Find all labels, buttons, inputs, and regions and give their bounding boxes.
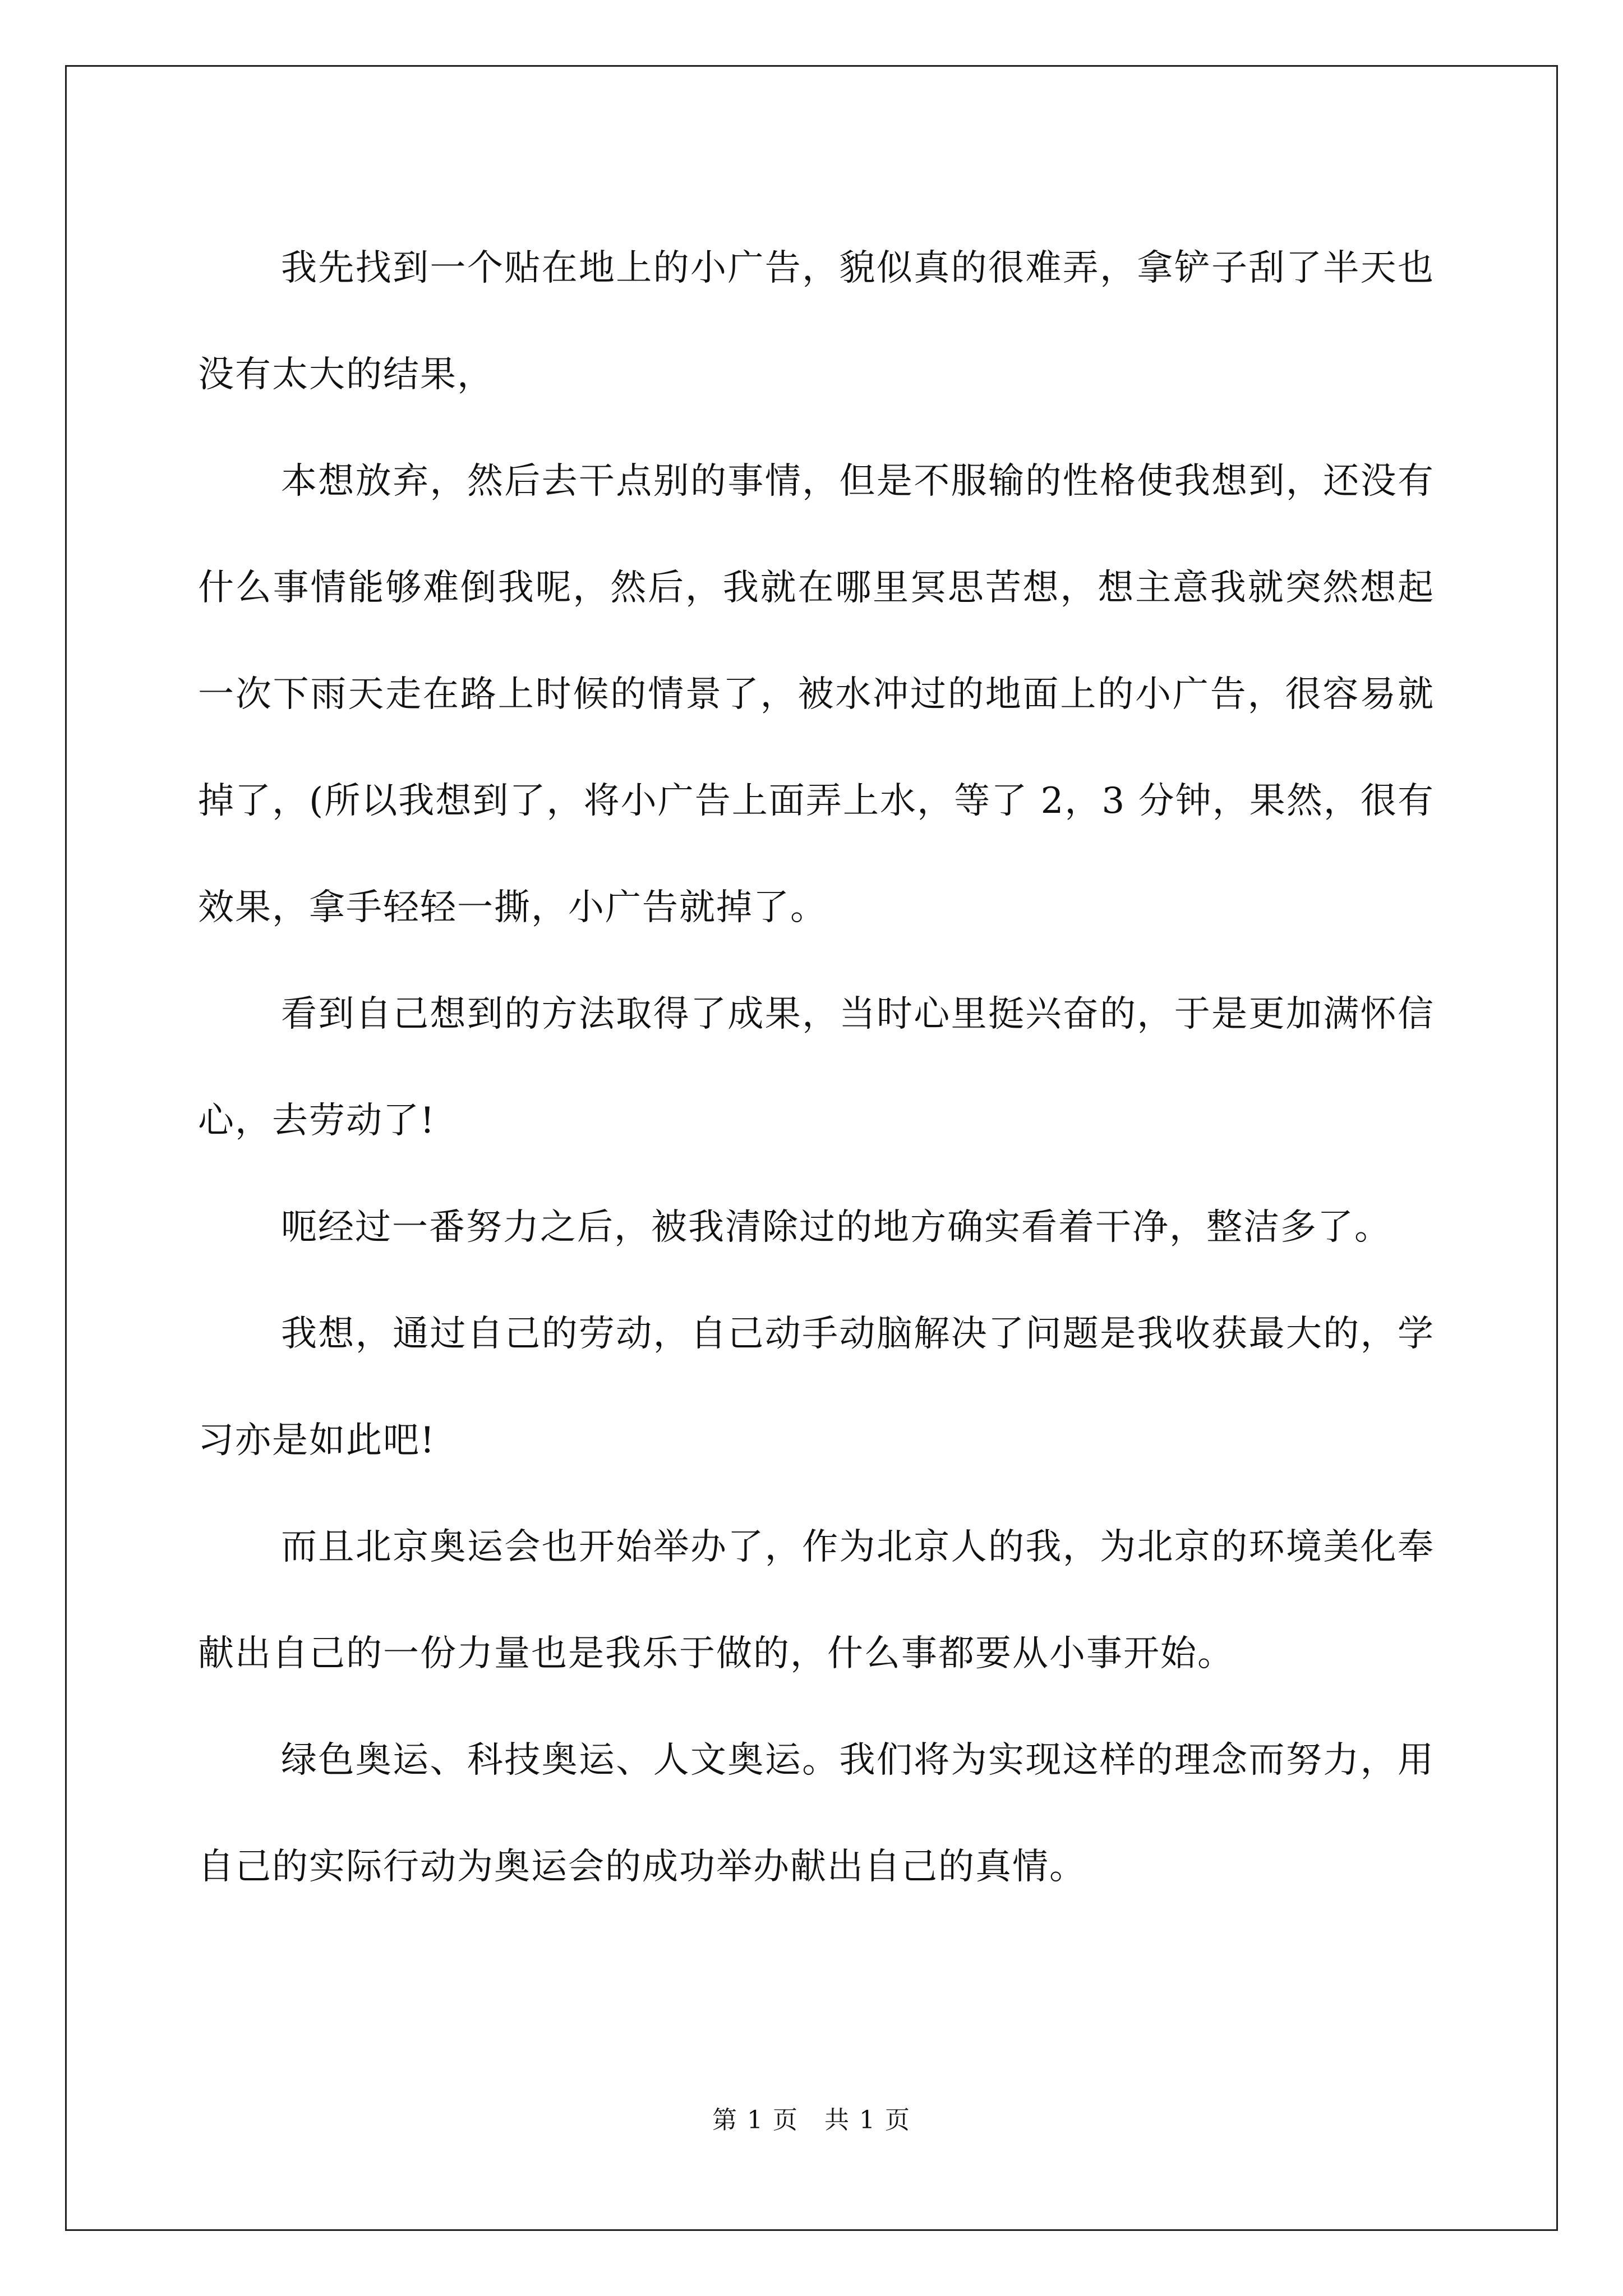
paragraph: 看到自己想到的方法取得了成果，当时心里挺兴奋的，于是更加满怀信心，去劳动了! <box>198 993 1435 1142</box>
document-body <box>198 215 1435 1920</box>
paragraph: 我先找到一个贴在地上的小广告，貌似真的很难弄，拿铲子刮了半天也没有太大的结果， <box>198 247 1435 395</box>
page-number-footer: 第 1 页 共 1 页 <box>712 2106 911 2134</box>
paragraph: 我想，通过自己的劳动，自己动手动脑解决了问题是我收获最大的，学习亦是如此吧! <box>198 1313 1435 1461</box>
paragraph: 而且北京奥运会也开始举办了，作为北京人的我，为北京的环境美化奉献出自己的一份力量也是我乐于做的，什么事都要从小事开始。 <box>198 1526 1435 1674</box>
paragraph: 本想放弃，然后去干点别的事情，但是不服输的性格使我想到，还没有什么事情能够难倒我呢，然后，我就在哪里冥思苦想，想主意我就突然想起一次下雨天走在路上时候的情景了，被水冲过的地面上的小广告，很容易就掉了，(所以我想到了，将小广告上面弄上水，等了 2，3 分钟，果然，很有效果，拿手轻轻一撕，小广告就掉了。 <box>198 461 1435 928</box>
paragraph: 绿色奥运、科技奥运、人文奥运。我们将为实现这样的理念而努力，用自己的实际行动为奥运会的成功举办献出自己的真情。 <box>198 1740 1435 1888</box>
paragraph: 呃经过一番努力之后，被我清除过的地方确实看着干净，整洁多了。 <box>281 1207 1391 1248</box>
